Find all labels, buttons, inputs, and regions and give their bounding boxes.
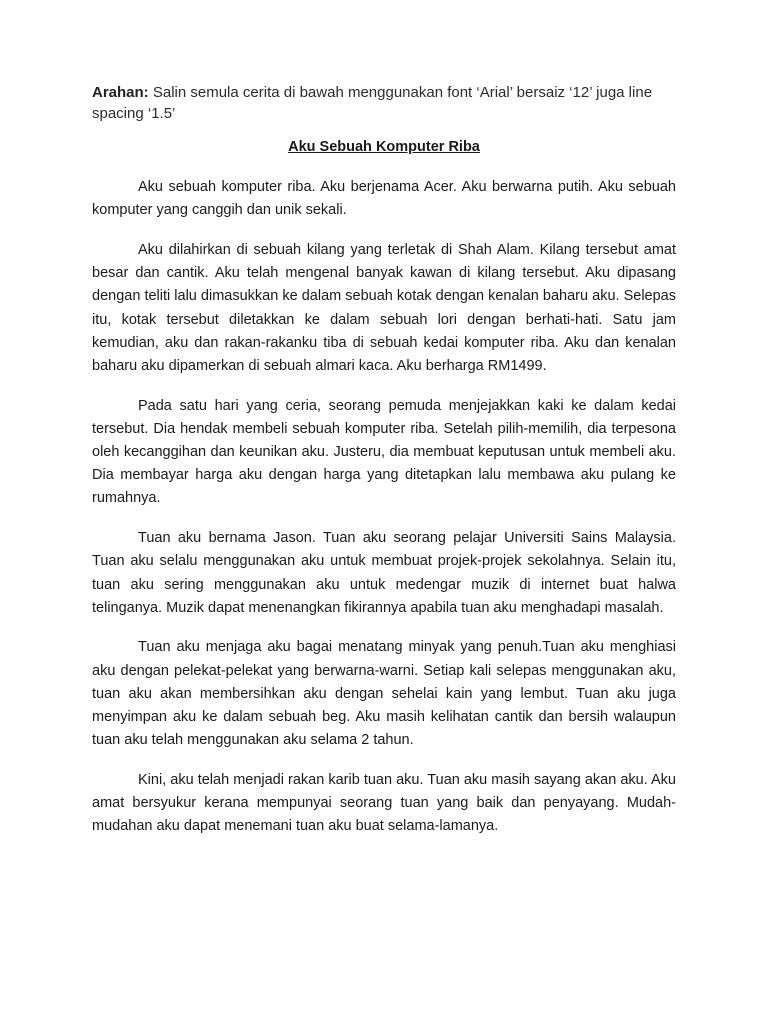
story-paragraph-3: Pada satu hari yang ceria, seorang pemuda menjejakkan kaki ke dalam kedai tersebut. Dia hendak membeli sebuah komputer riba. Setelah pilih-memilih, dia terpesona oleh kecanggihan dan keunikan aku. Justeru, dia membuat keputusan untuk membeli aku. Dia membayar harga aku dengan harga yang ditetapkan lalu membawa aku pulang ke rumahnya.: [92, 397, 676, 507]
instruction-line: [92, 82, 676, 124]
story-paragraph-1: Aku sebuah komputer riba. Aku berjenama Acer. Aku berwarna putih. Aku sebuah komputer yang canggih dan unik sekali.: [92, 179, 676, 219]
story-paragraph-6: Kini, aku telah menjadi rakan karib tuan aku. Tuan aku masih sayang akan aku. Aku amat bersyukur kerana mempunyai seorang tuan yang baik dan penyayang. Mudah-mudahan aku dapat menemani tuan aku buat selama-lamanya.: [92, 771, 676, 835]
instruction-label: Arahan:: [92, 84, 149, 101]
story-paragraph-5: Tuan aku menjaga aku bagai menatang minyak yang penuh.Tuan aku menghiasi aku dengan pelekat-pelekat yang berwarna-warni. Setiap kali selepas menggunakan aku, tuan aku akan membersihkan aku dengan sehelai kain yang lembut. Tuan aku juga menyimpan aku ke dalam sebuah beg. Aku masih kelihatan cantik dan bersih walaupun tuan aku telah menggunakan aku selama 2 tahun.: [92, 639, 676, 749]
document-page: [92, 82, 676, 839]
story-title: Aku Sebuah Komputer Riba: [288, 139, 480, 155]
story-paragraph-4: Tuan aku bernama Jason. Tuan aku seorang pelajar Universiti Sains Malaysia. Tuan aku selalu menggunakan aku untuk membuat projek-projek sekolahnya. Selain itu, tuan aku sering menggunakan aku untuk medengar muzik di internet buat halwa telinganya. Muzik dapat menenangkan fikirannya apabila tuan aku menghadapi masalah.: [92, 530, 676, 616]
instruction-text: Salin semula cerita di bawah menggunakan font ‘Arial’ bersaiz ‘12’ juga line spacing ‘1.5’: [92, 84, 653, 122]
story-paragraph-2: Aku dilahirkan di sebuah kilang yang terletak di Shah Alam. Kilang tersebut amat besar dan cantik. Aku telah mengenal banyak kawan di kilang tersebut. Aku dipasang dengan teliti lalu dimasukkan ke dalam sebuah kotak dengan kenalan baharu aku. Selepas itu, kotak tersebut diletakkan ke dalam sebuah lori dengan berhati-hati. Satu jam kemudian, aku dan rakan-rakanku tiba di sebuah kedai komputer riba. Aku dan kenalan baharu aku dipamerkan di sebuah almari kaca. Aku berharga RM1499.: [92, 241, 676, 374]
